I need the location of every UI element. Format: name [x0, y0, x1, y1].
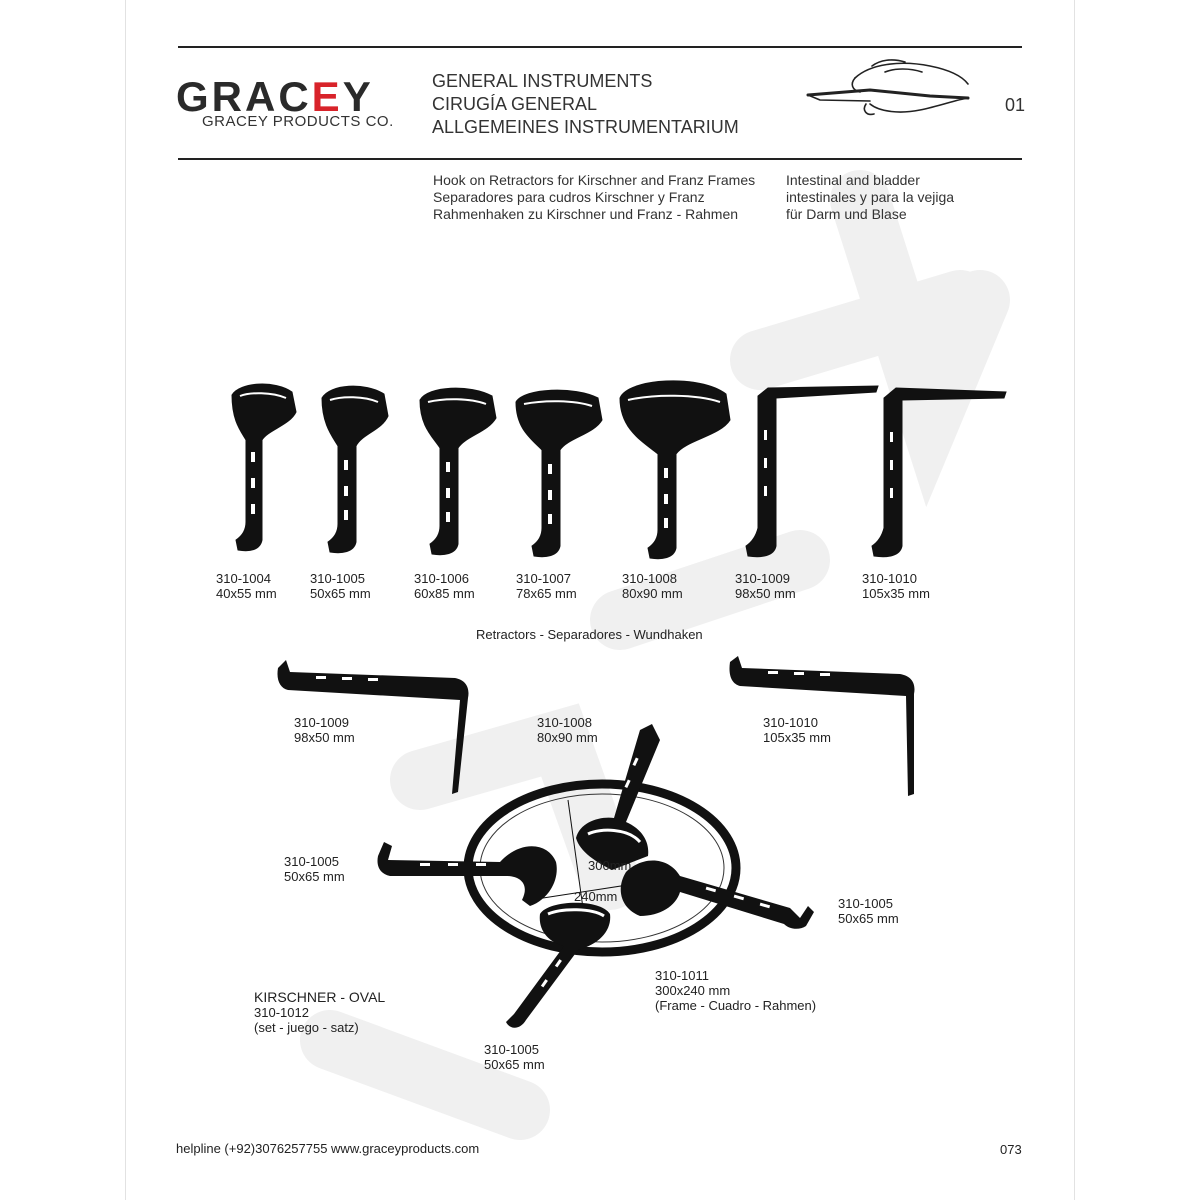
footer-page-number: 073	[1000, 1142, 1022, 1157]
section-title: Retractors - Separadores - Wundhaken	[476, 627, 703, 642]
item-size: 40x55 mm	[216, 586, 277, 601]
lower-right-mid-label	[838, 896, 899, 926]
item-code: 310-1010	[862, 571, 917, 586]
item-code: 310-1007	[516, 571, 571, 586]
intro-left-line: Rahmenhaken zu Kirschner und Franz - Rahmen	[433, 206, 739, 222]
lower-left-label	[294, 715, 355, 745]
set-label	[254, 990, 385, 1035]
title-de: ALLGEMEINES INSTRUMENTARIUM	[432, 117, 739, 137]
item-size: 80x90 mm	[622, 586, 683, 601]
item-code: 310-1005	[284, 854, 339, 869]
item-code: 310-1009	[735, 571, 790, 586]
lower-left-mid-label	[284, 854, 345, 884]
set-note: (set - juego - satz)	[254, 1020, 359, 1035]
intro-left-line: Hook on Retractors for Kirschner and Franz Frames	[433, 172, 756, 188]
item-code: 310-1006	[414, 571, 469, 586]
item-code: 310-1004	[216, 571, 271, 586]
item-code: 310-1009	[294, 715, 349, 730]
item-code: 310-1005	[310, 571, 365, 586]
intro-right-line: Intestinal and bladder	[786, 172, 920, 188]
item-code: 310-1005	[838, 896, 893, 911]
item-size: 98x50 mm	[735, 586, 796, 601]
item-code: 310-1008	[537, 715, 592, 730]
item-size: 50x65 mm	[838, 911, 899, 926]
item-size: 98x50 mm	[294, 730, 355, 745]
intro-left-line: Separadores para cudros Kirschner y Franz	[433, 189, 705, 205]
item-size: 60x85 mm	[414, 586, 475, 601]
footer-helpline: helpline (+92)3076257755 www.graceyproducts.com	[176, 1141, 480, 1156]
item-size: 78x65 mm	[516, 586, 577, 601]
gracey-logo: GRACEY	[176, 73, 374, 120]
set-title: KIRSCHNER - OVAL	[254, 989, 386, 1005]
title-es: CIRUGÍA GENERAL	[432, 94, 598, 114]
item-size: 50x65 mm	[310, 586, 371, 601]
intro-right-line: für Darm und Blase	[786, 206, 907, 222]
lower-bottom-label	[484, 1042, 545, 1072]
title-en: GENERAL INSTRUMENTS	[432, 71, 653, 91]
item-code: 310-1011	[655, 968, 709, 983]
item-note: (Frame - Cuadro - Rahmen)	[655, 998, 817, 1013]
frame-label	[655, 968, 816, 1013]
company-name: GRACEY PRODUCTS CO.	[202, 113, 394, 130]
set-code: 310-1012	[254, 1005, 309, 1020]
item-code: 310-1005	[484, 1042, 539, 1057]
item-size: 50x65 mm	[484, 1057, 545, 1072]
page-section-number: 01	[1005, 95, 1026, 115]
item-size: 80x90 mm	[537, 730, 598, 745]
lower-center-label	[537, 715, 598, 745]
item-size: 105x35 mm	[763, 730, 831, 745]
item-size: 300x240 mm	[655, 983, 731, 998]
item-code: 310-1010	[763, 715, 818, 730]
lower-right-label	[763, 715, 831, 745]
dimension-height: 240mm	[574, 889, 618, 904]
item-code: 310-1008	[622, 571, 677, 586]
item-size: 50x65 mm	[284, 869, 345, 884]
item-size: 105x35 mm	[862, 586, 930, 601]
intro-right-line: intestinales y para la vejiga	[786, 189, 955, 205]
dimension-width: 300mm	[588, 858, 632, 873]
